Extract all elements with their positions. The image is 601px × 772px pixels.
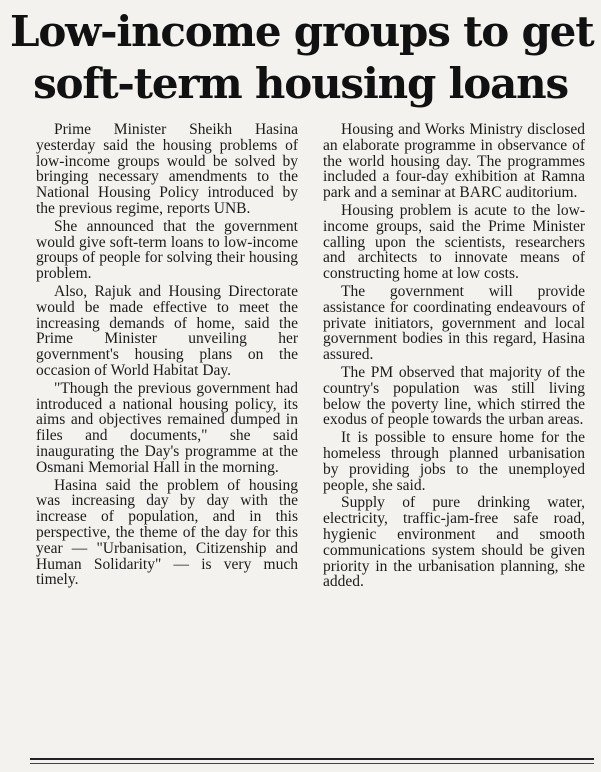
headline-line-2: soft-term housing loans xyxy=(33,59,568,108)
paragraph: Housing problem is acute to the low-income groups, said the Prime Minister calling upon the scientists, researchers and architects to innovate means of constructing home at low costs. xyxy=(323,201,585,283)
article-body xyxy=(36,122,590,754)
paragraph: Prime Minister Sheikh Hasina yesterday said the housing problems of low-income groups would be solved by bringing necessary amendments to the National Housing Policy introduced by the previous regime, reports UNB. xyxy=(36,122,298,217)
paragraph: Supply of pure drinking water, electricity, traffic-jam-free safe road, hygienic environment and smooth communications system should be given priority in the urbanisation planning, she added. xyxy=(323,494,585,591)
column-left xyxy=(36,122,298,590)
headline-line-1: Low-income groups to get xyxy=(10,7,594,56)
paragraph: Also, Rajuk and Housing Directorate would be made effective to meet the increasing demands of home, said the Prime Minister unveiling her government's housing plans on the occasion of World Habitat Day. xyxy=(36,282,298,379)
paragraph: She announced that the government would give soft-term loans to low-income groups of people for solving their housing problem. xyxy=(36,217,298,283)
paragraph: It is possible to ensure home for the homeless through planned urbanisation by providing jobs to the unemployed people, she said. xyxy=(323,429,585,494)
bottom-rule xyxy=(30,758,594,760)
paragraph: Hasina said the problem of housing was increasing day by day with the increase of population, and in this perspective, the theme of the day for this year — "Urbanisation, Citizenship and Human Solidarity" — is very much timely. xyxy=(36,476,298,589)
paragraph: The PM observed that majority of the country's population was still living below the poverty line, which stirred the exodus of people towards the urban areas. xyxy=(323,363,585,429)
bottom-rule-thin xyxy=(30,763,594,764)
paragraph: Housing and Works Ministry disclosed an elaborate programme in observance of the world housing day. The programmes included a four-day exhibition at Ramna park and a seminar at BARC auditorium. xyxy=(323,122,585,202)
paragraph: The government will provide assistance for coordinating endeavours of private initiators, government and local government bodies in this regard, Hasina assured. xyxy=(323,282,585,364)
headline xyxy=(10,6,594,110)
paragraph: "Though the previous government had introduced a national housing policy, its aims and objectives remained dumped in files and documents," she said inaugurating the Day's programme at the Osmani Memorial Hall in the morning. xyxy=(36,379,298,476)
column-right xyxy=(323,122,585,592)
